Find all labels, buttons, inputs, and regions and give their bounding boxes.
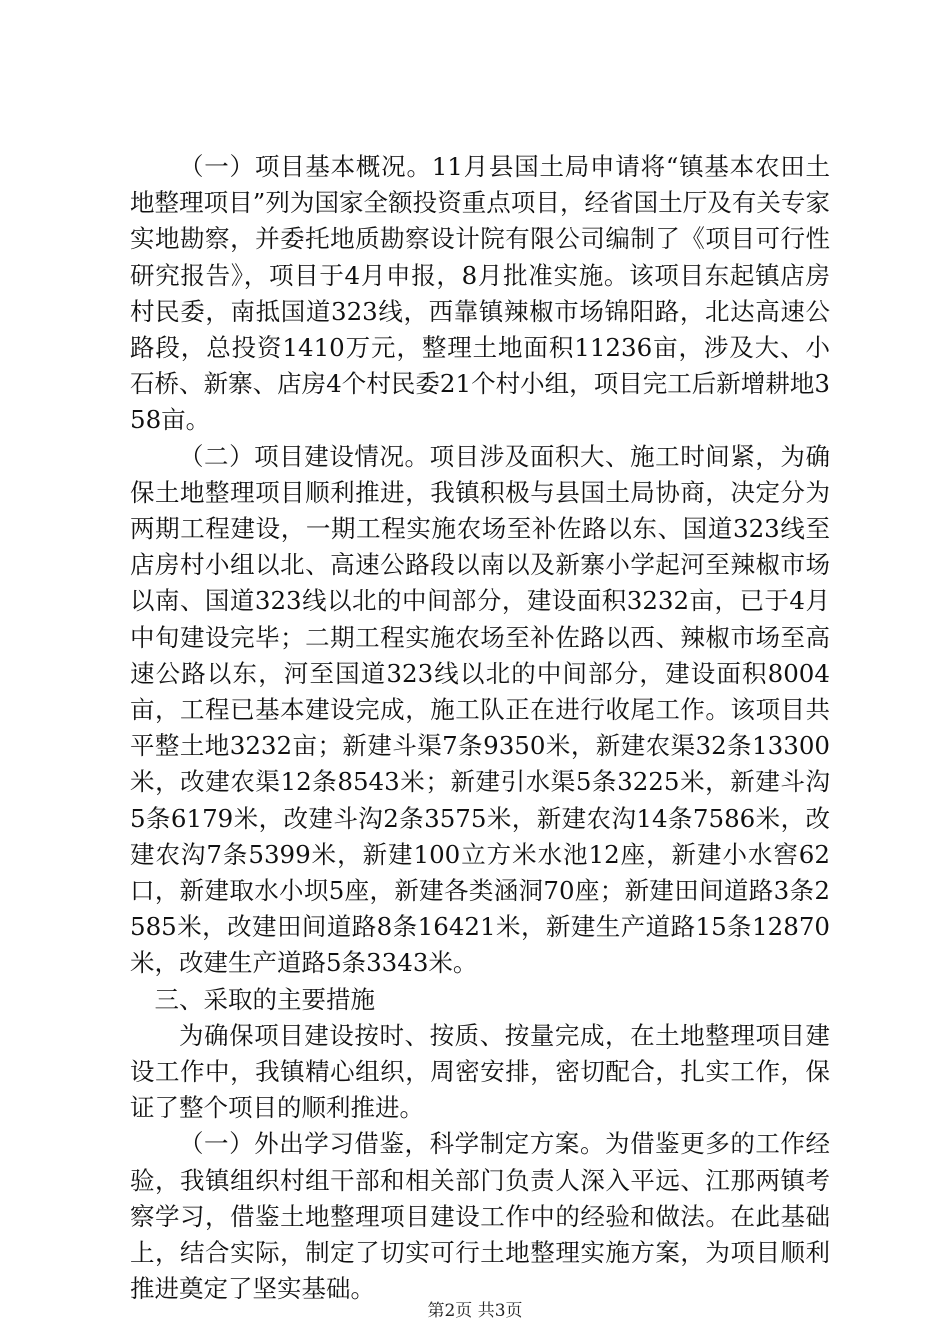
paragraph-measures-intro: 为确保项目建设按时、按质、按量完成，在土地整理项目建设工作中，我镇精心组织，周密安排，密切配合，扎实工作，保证了整个项目的顺利推进。 — [130, 1020, 830, 1123]
section-heading-main-measures: 三、采取的主要措施 — [154, 984, 375, 1014]
paragraph-construction-status: （二）项目建设情况。项目涉及面积大、施工时间紧，为确保土地整理项目顺利推进，我镇积极与县国土局协商，决定分为两期工程建设，一期工程实施农场至补佐路以东、国道323线至店房村小组以北、高速公路段以南以及新寨小学起河至辣椒市场以南、国道323线以北的中间部分，建设面积3232亩，已于4月中旬建设完毕；二期工程实施农场至补佐路以西、辣椒市场至高速公路以东，河至国道323线以北的中间部分，建设面积8004亩，工程已基本建设完成，施工队正在进行收尾工作。该项目共平整土地3232亩；新建斗渠7条9350米，新建农渠32条13300米，改建农渠12条8543米；新建引水渠5条3225米，新建斗沟5条6179米，改建斗沟2条3575米，新建农沟14条7586米，改建农沟7条5399米，新建100立方米水池12座，新建小水窖62口，新建取水小坝5座，新建各类涵洞70座；新建田间道路3条2585米，改建田间道路8条16421米，新建生产道路15条12870米，改建生产道路5条3343米。 — [130, 441, 830, 978]
page-footer: 第2页 共3页 — [427, 1301, 523, 1321]
paragraph-project-overview: （一）项目基本概况。11月县国土局申请将“镇基本农田土地整理项目”列为国家全额投资重点项目，经省国土厅及有关专家实地勘察，并委托地质勘察设计院有限公司编制了《项目可行性研究报告》，项目于4月申报，8月批准实施。该项目东起镇店房村民委，南抵国道323线，西靠镇辣椒市场锦阳路，北达高速公路段，总投资1410万元，整理土地面积11236亩，涉及大、小石桥、新寨、店房4个村民委21个村小组，项目完工后新增耕地358亩。 — [130, 152, 830, 435]
paragraph-study-and-plan: （一）外出学习借鉴，科学制定方案。为借鉴更多的工作经验，我镇组织村组干部和相关部门负责人深入平远、江那两镇考察学习，借鉴土地整理项目建设工作中的经验和做法。在此基础上，结合实际，制定了切实可行土地整理实施方案，为项目顺利推进奠定了坚实基础。 — [130, 1129, 830, 1304]
document-body — [130, 149, 830, 1308]
